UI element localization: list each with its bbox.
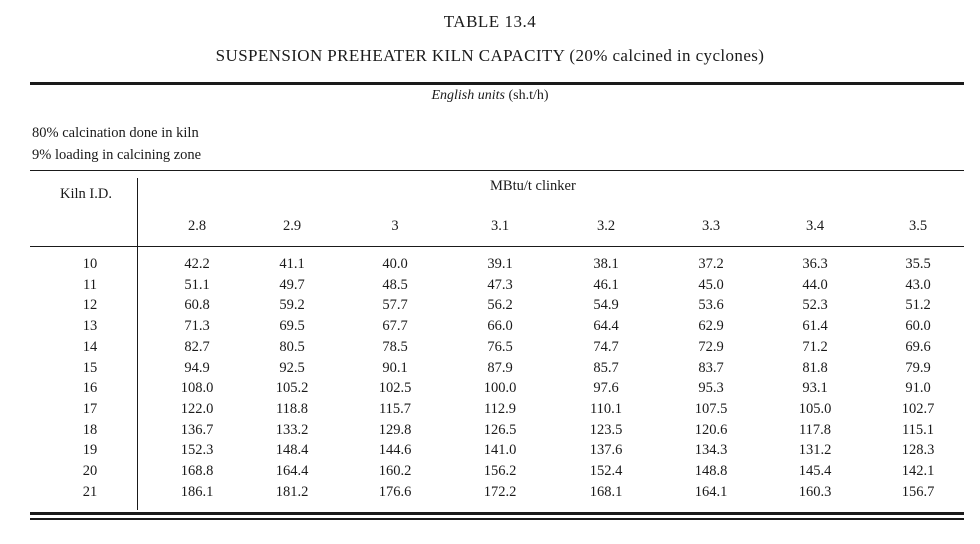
table-cell: 133.2 [275,422,309,438]
table-cell: 118.8 [275,401,309,417]
table-cell: 137.6 [589,442,623,458]
table-cell: 164.4 [275,463,309,479]
table-cell: 38.1 [593,256,619,272]
table-cell: 134.3 [694,442,728,458]
table-cell: 51.2 [905,297,931,313]
table-cell: 51.1 [184,277,210,293]
table-cell: 168.8 [180,463,214,479]
table-cell: 186.1 [180,484,214,500]
column-header: 3.3 [701,218,721,234]
table-cell: 60.0 [905,318,931,334]
table-cell: 39.1 [487,256,513,272]
table-cell: 44.0 [802,277,828,293]
column-header: 3 [391,218,399,234]
table-cell: 69.6 [905,339,931,355]
column-header: 3.2 [596,218,616,234]
table-cell: 128.3 [901,442,935,458]
table-cell: 123.5 [589,422,623,438]
group-header: MBtu/t clinker [490,178,576,194]
table-cell: 35.5 [905,256,931,272]
table-cell: 53.6 [698,297,724,313]
table-cell: 97.6 [593,380,619,396]
table-cell: 66.0 [487,318,513,334]
table-cell: 136.7 [180,422,214,438]
table-cell: 42.2 [184,256,210,272]
table-cell: 160.2 [378,463,412,479]
table-cell: 56.2 [487,297,513,313]
table-cell: 43.0 [905,277,931,293]
table-cell: 91.0 [905,380,931,396]
table-cell: 144.6 [378,442,412,458]
table-cell: 112.9 [483,401,517,417]
table-cell: 131.2 [798,442,832,458]
bottom-rule-2 [30,518,964,520]
table-subtitle: SUSPENSION PREHEATER KILN CAPACITY (20% calcined in cyclones) [215,46,765,65]
table-cell: 40.0 [382,256,408,272]
table-cell: 152.3 [180,442,214,458]
table-cell: 148.8 [694,463,728,479]
table-cell: 156.2 [483,463,517,479]
row-label: 10 [82,256,98,272]
table-cell: 59.2 [279,297,305,313]
condition-calcination: 80% calcination done in kiln [32,125,199,141]
table-cell: 141.0 [483,442,517,458]
table-cell: 94.9 [184,360,210,376]
row-label: 19 [82,442,98,458]
header-bottom-rule [30,246,964,247]
column-header: 3.4 [805,218,825,234]
row-label: 11 [83,277,97,293]
column-header: 3.1 [490,218,510,234]
table-cell: 108.0 [180,380,214,396]
table-cell: 160.3 [798,484,832,500]
table-cell: 49.7 [279,277,305,293]
table-cell: 90.1 [382,360,408,376]
table-cell: 126.5 [483,422,517,438]
column-header: 2.8 [187,218,207,234]
table-cell: 81.8 [802,360,828,376]
table-cell: 105.2 [275,380,309,396]
table-cell: 48.5 [382,277,408,293]
table-cell: 37.2 [698,256,724,272]
units-system: English units [431,88,505,103]
table-cell: 92.5 [279,360,305,376]
bottom-rule-1 [30,512,964,515]
table-cell: 87.9 [487,360,513,376]
table-cell: 152.4 [589,463,623,479]
table-cell: 71.2 [802,339,828,355]
row-label: 16 [82,380,98,396]
table-cell: 47.3 [487,277,513,293]
units-label [0,88,980,104]
table-cell: 82.7 [184,339,210,355]
table-cell: 105.0 [798,401,832,417]
table-cell: 176.6 [378,484,412,500]
row-header: Kiln I.D. [60,186,112,202]
row-label: 15 [82,360,98,376]
table-cell: 181.2 [275,484,309,500]
table-title: TABLE 13.4 [443,12,537,31]
table-cell: 36.3 [802,256,828,272]
table-cell: 100.0 [483,380,517,396]
table-cell: 54.9 [593,297,619,313]
table-cell: 78.5 [382,339,408,355]
table-cell: 60.8 [184,297,210,313]
table-cell: 102.5 [378,380,412,396]
table-cell: 120.6 [694,422,728,438]
column-header: 3.5 [908,218,928,234]
table-cell: 93.1 [802,380,828,396]
top-rule [30,82,964,85]
table-cell: 74.7 [593,339,619,355]
table-cell: 107.5 [694,401,728,417]
table-cell: 41.1 [279,256,305,272]
units-unit: (sh.t/h) [508,88,549,103]
table-cell: 45.0 [698,277,724,293]
table-cell: 57.7 [382,297,408,313]
row-label: 13 [82,318,98,334]
row-label: 18 [82,422,98,438]
row-label: 12 [82,297,98,313]
table-cell: 69.5 [279,318,305,334]
table-cell: 85.7 [593,360,619,376]
row-label: 21 [82,484,98,500]
header-top-rule [30,170,964,171]
row-label: 14 [82,339,98,355]
table-cell: 64.4 [593,318,619,334]
table-cell: 168.1 [589,484,623,500]
table-cell: 115.1 [901,422,935,438]
table-cell: 83.7 [698,360,724,376]
table-cell: 80.5 [279,339,305,355]
table-cell: 129.8 [378,422,412,438]
condition-loading: 9% loading in calcining zone [32,147,202,163]
table-cell: 117.8 [798,422,832,438]
table-cell: 79.9 [905,360,931,376]
table-cell: 67.7 [382,318,408,334]
table-cell: 95.3 [698,380,724,396]
table-cell: 156.7 [901,484,935,500]
table-cell: 46.1 [593,277,619,293]
row-label: 17 [82,401,98,417]
table-cell: 62.9 [698,318,724,334]
table-cell: 148.4 [275,442,309,458]
column-header: 2.9 [282,218,302,234]
table-cell: 102.7 [901,401,935,417]
table-cell: 142.1 [901,463,935,479]
column-divider [137,178,138,510]
table-cell: 72.9 [698,339,724,355]
table-cell: 122.0 [180,401,214,417]
table-cell: 110.1 [589,401,623,417]
row-label: 20 [82,463,98,479]
table-cell: 145.4 [798,463,832,479]
table-cell: 164.1 [694,484,728,500]
table-cell: 71.3 [184,318,210,334]
table-cell: 115.7 [378,401,412,417]
table-cell: 76.5 [487,339,513,355]
table-cell: 61.4 [802,318,828,334]
table-cell: 52.3 [802,297,828,313]
table-cell: 172.2 [483,484,517,500]
